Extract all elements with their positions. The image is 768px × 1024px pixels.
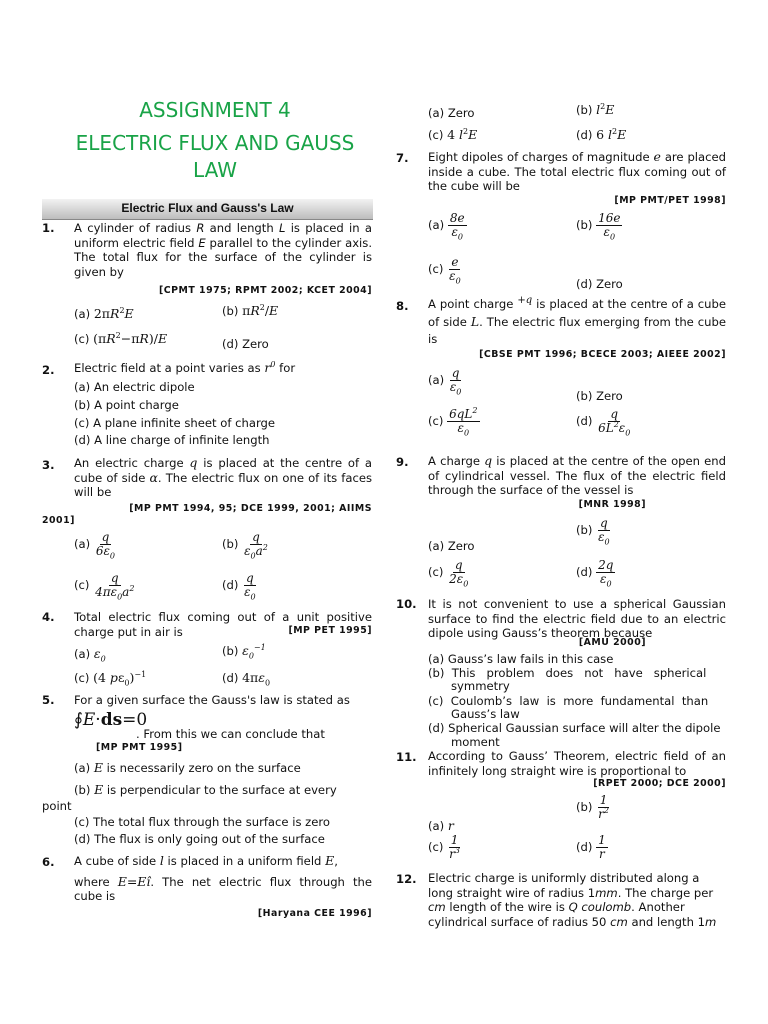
question-source: [RPET 2000; DCE 2000] — [593, 778, 726, 789]
option-d: (d) $\frac{q}{\varepsilon_0}$ — [222, 571, 256, 602]
option-b: (b) E is perpendicular to the surface at every — [74, 782, 337, 797]
option-d: (d) A line charge of infinite length — [74, 433, 270, 447]
option-b: (b) $\frac{q}{\varepsilon_0a^2}$ — [222, 530, 268, 561]
section-heading: Electric Flux and Gauss's Law — [42, 199, 373, 220]
question-text: Electric field at a point varies as $r^0$ for — [74, 359, 296, 375]
question-source: 2001] — [42, 515, 75, 526]
question-source: [Haryana CEE 1996] — [257, 908, 372, 919]
question-number: 2. — [42, 363, 55, 377]
option-c: (c) (4 $p\varepsilon_0)^{-1}$ — [74, 669, 147, 688]
option-c: (c) The total flux through the surface is zero — [74, 815, 331, 829]
option-d: (d) $\frac{1}{r}$ — [576, 833, 606, 861]
option-c: (c) $\frac{6qL^2}{\varepsilon_0}$ — [428, 406, 478, 438]
option-d: (d) 6 $l^2E$ — [576, 126, 627, 142]
question-text: Total electric flux coming out of a unit positive charge put in air is — [74, 610, 372, 639]
option-b-cont: point — [42, 799, 72, 813]
option-d: (d) $\frac{2q}{\varepsilon_0}$ — [576, 558, 614, 589]
option-d: (d) The flux is only going out of the surface — [74, 832, 325, 846]
assignment-title: ASSIGNMENT 4 — [139, 98, 291, 122]
option-c: (c) $(\pi R^2-\pi R)/E$ — [74, 330, 168, 346]
option-a: (a) $\frac{8e}{\varepsilon_0}$ — [428, 211, 465, 242]
option-a: (a) $\frac{q}{6\varepsilon_0}$ — [74, 530, 116, 561]
option-c: (c) $\frac{e}{\varepsilon_0}$ — [428, 255, 461, 286]
question-text-cont: where E=Eî. The net electric flux through the cube is — [74, 874, 373, 903]
option-d: (d) $\frac{q}{6L^2\varepsilon_0}$ — [576, 407, 631, 438]
option-c: (c) $\frac{q}{2\varepsilon_0}$ — [428, 558, 469, 589]
option-c: (c) 4 $l^2E$ — [428, 126, 478, 142]
option-c-cont: Gauss’s law — [451, 707, 520, 721]
option-b: (b) $l^2E$ — [576, 101, 615, 117]
option-a: (a) $\varepsilon_0$ — [74, 646, 106, 664]
option-a: (a) $2\pi R^2E$ — [74, 305, 134, 321]
question-text: According to Gauss’ Theorem, electric field of an infinitely long straight wire is proportional to — [428, 749, 726, 778]
option-b: (b) $\frac{1}{r^2}$ — [576, 793, 609, 821]
question-number: 5. — [42, 693, 55, 707]
question-source: [MP PMT 1995] — [96, 742, 183, 753]
question-source: [CPMT 1975; RPMT 2002; KCET 2004] — [159, 285, 372, 296]
option-d: (d) Spherical Gaussian surface will alter the dipole — [428, 721, 721, 735]
option-c: (c) A plane infinite sheet of charge — [74, 416, 276, 430]
question-number: 10. — [396, 597, 417, 611]
option-b: (b) Zero — [576, 389, 623, 403]
option-d-cont: moment — [451, 735, 500, 749]
question-source: [CBSE PMT 1996; BCECE 2003; AIEEE 2002] — [479, 349, 726, 360]
option-d: (d) Zero — [576, 277, 623, 291]
option-b-cont: symmetry — [451, 679, 510, 693]
question-text: A cylinder of radius R and length L is placed in a uniform electric field E parallel to the cylinder axis. The total flux for the surface of the cylinder is given by — [74, 221, 373, 279]
question-text: A charge q is placed at the centre of the open end of cylindrical vessel. The flux of the electric field through the surface of the vessel is — [428, 453, 727, 497]
option-b: (b) $\frac{16e}{\varepsilon_0}$ — [576, 211, 621, 242]
option-b: (b) $\frac{q}{\varepsilon_0}$ — [576, 516, 610, 547]
question-text: Eight dipoles of charges of magnitude e are placed inside a cube. The total electric flux coming out of the cube will be — [428, 149, 726, 193]
gauss-law-expression: ∮E·ds=0 — [74, 710, 148, 730]
option-a: (a) Zero — [428, 106, 475, 120]
option-a: (a) r — [428, 818, 454, 833]
question-number: 1. — [42, 221, 55, 235]
question-text: For a given surface the Gauss's law is stated as — [74, 693, 350, 707]
option-b: (b) A point charge — [74, 398, 179, 412]
question-text: Electric charge is uniformly distributed along a long straight wire of radius 1mm. The charge per cm length of the wire is Q coulomb. Another cylindrical surface of radius 50 cm and length 1m — [428, 871, 717, 929]
question-source: [MP PMT/PET 1998] — [614, 195, 726, 206]
option-d: (d) $4\pi\varepsilon_0$ — [222, 670, 271, 688]
option-a: (a) An electric dipole — [74, 380, 195, 394]
option-a: (a) E is necessarily zero on the surface — [74, 760, 301, 775]
question-text: It is not convenient to use a spherical Gaussian surface to find the electric field due to an electric dipole using Gauss’s theorem because — [428, 597, 726, 640]
question-number: 8. — [396, 299, 409, 313]
option-a: (a) Zero — [428, 539, 475, 553]
question-text-cont: . From this we can conclude that — [136, 727, 325, 741]
option-b: (b) $\pi R^2/E$ — [222, 302, 279, 318]
option-c: (c) $\frac{q}{4\pi\varepsilon_0a^2}$ — [74, 571, 135, 602]
question-number: 3. — [42, 458, 55, 472]
question-source: [MP PET 1995] — [288, 625, 372, 636]
question-number: 12. — [396, 872, 417, 886]
option-a: (a) Gauss’s law fails in this case — [428, 652, 614, 666]
question-source: [AMU 2000] — [578, 637, 646, 648]
option-c: (c) $\frac{1}{r^3}$ — [428, 833, 460, 861]
option-b: (b) This problem does not have spherical — [428, 666, 707, 680]
question-text: A cube of side l is placed in a uniform field E, — [74, 853, 338, 868]
question-number: 4. — [42, 610, 55, 624]
question-number: 9. — [396, 455, 409, 469]
question-number: 6. — [42, 855, 55, 869]
option-c: (c) Coulomb’s law is more fundamental than — [428, 694, 709, 708]
option-d: (d) Zero — [222, 337, 269, 351]
question-source: [MP PMT 1994, 95; DCE 1999, 2001; AIIMS — [129, 503, 372, 514]
option-b: (b) $\varepsilon_0^{-1}$ — [222, 642, 266, 661]
question-text: A point charge $^{+q}$ is placed at the centre of a cube of side L. The electric flux emerging from the cube is — [428, 295, 726, 346]
question-number: 11. — [396, 750, 417, 764]
chapter-title: ELECTRIC FLUX AND GAUSS LAW — [75, 131, 355, 182]
question-number: 7. — [396, 151, 409, 165]
option-a: (a) $\frac{q}{\varepsilon_0}$ — [428, 366, 462, 397]
question-text: An electric charge q is placed at the centre of a cube of side α. The electric flux on one of its faces will be — [74, 455, 373, 499]
question-source: [MNR 1998] — [578, 499, 646, 510]
